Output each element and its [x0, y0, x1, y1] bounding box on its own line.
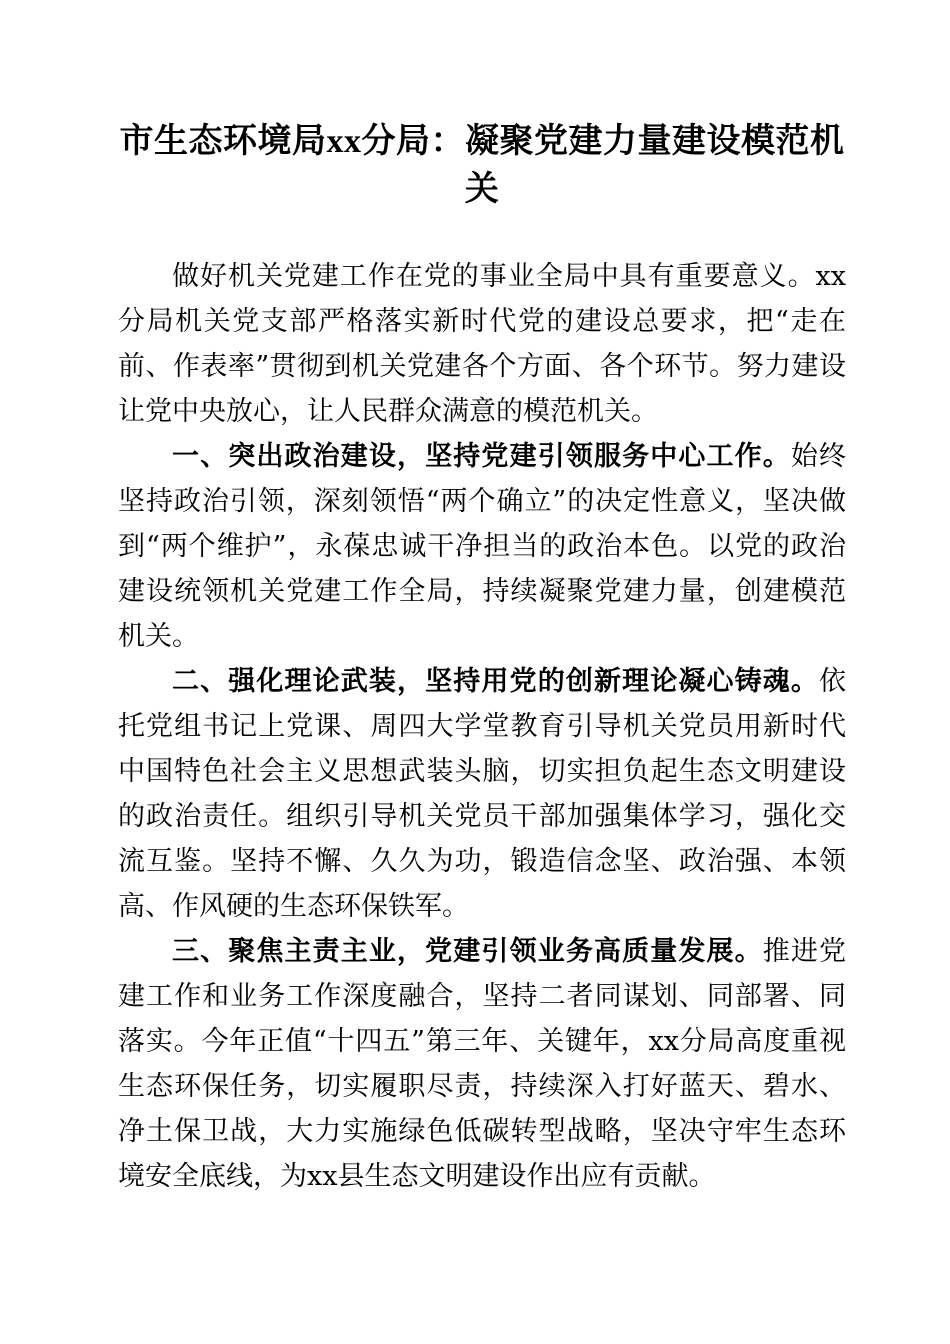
- section-two-heading: 二、强化理论武装，坚持用党的创新理论凝心铸魂。: [172, 666, 819, 696]
- paragraph-section-three: [118, 929, 846, 1199]
- section-three-heading: 三、聚焦主责主业，党建引领业务高质量发展。: [172, 936, 763, 966]
- paragraph-section-two: [118, 659, 846, 929]
- document-body: [118, 118, 846, 1199]
- paragraph-intro-text: 做好机关党建工作在党的事业全局中具有重要意义。xx分局机关党支部严格落实新时代党的建设总要求，把“走在前、作表率”贯彻到机关党建各个方面、各个环节。努力建设让党中央放心，让人民群众满意的模范机关。: [118, 261, 846, 427]
- section-two-text: 依托党组书记上党课、周四大学堂教育引导机关党员用新时代中国特色社会主义思想武装头脑，切实担负起生态文明建设的政治责任。组织引导机关党员干部加强集体学习，强化交流互鉴。坚持不懈、久久为功，锻造信念坚、政治强、本领高、作风硬的生态环保铁军。: [118, 666, 846, 922]
- section-one-text: 始终坚持政治引领，深刻领悟“两个确立”的决定性意义，坚决做到“两个维护”，永葆忠诚干净担当的政治本色。以党的政治建设统领机关党建工作全局，持续凝聚党建力量，创建模范机关。: [118, 441, 847, 652]
- section-three-text: 推进党建工作和业务工作深度融合，坚持二者同谋划、同部署、同落实。今年正值“十四五”第三年、关键年，xx分局高度重视生态环保任务，切实履职尽责，持续深入打好蓝天、碧水、净土保卫战，大力实施绿色低碳转型战略，坚决守牢生态环境安全底线，为xx县生态文明建设作出应有贡献。: [118, 936, 847, 1192]
- title-spacer: [118, 214, 846, 254]
- section-one-heading: 一、突出政治建设，坚持党建引领服务中心工作。: [172, 441, 791, 471]
- page-title: 市生态环境局xx分局：凝聚党建力量建设模范机关: [119, 123, 845, 208]
- paragraph-intro: [118, 254, 846, 434]
- paragraph-section-one: [118, 434, 846, 659]
